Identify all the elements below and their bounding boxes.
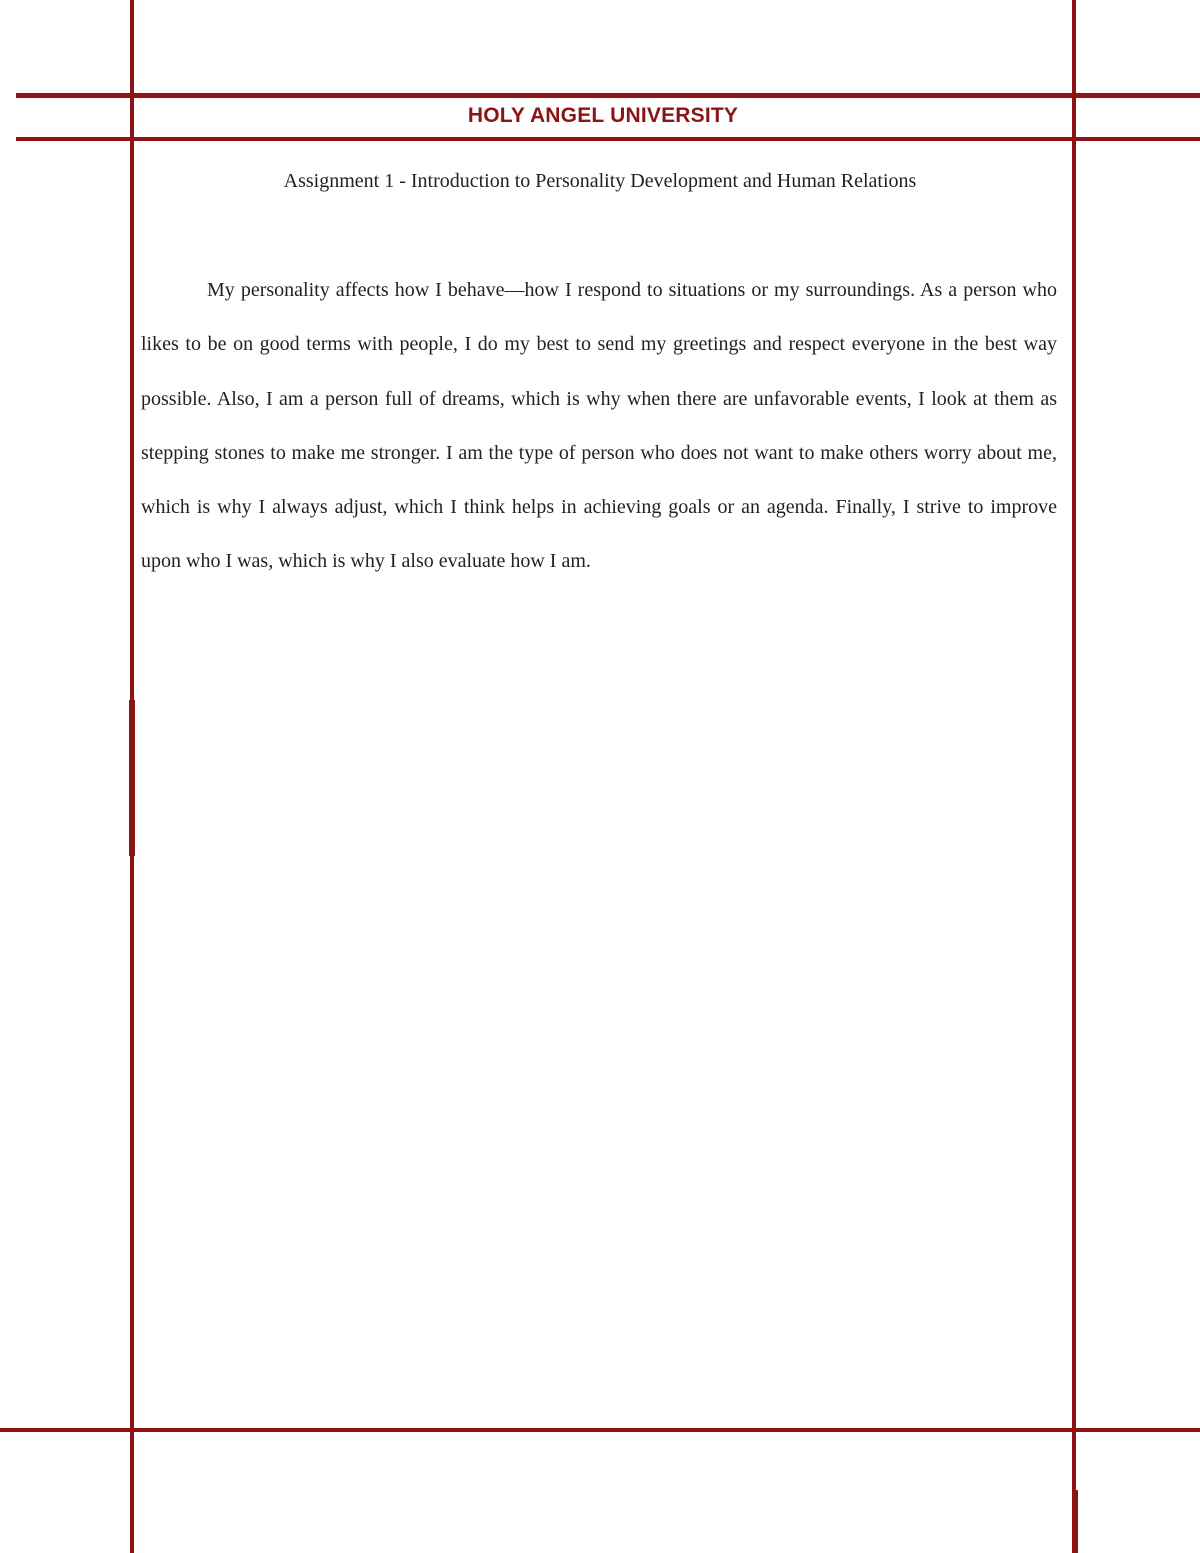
body-paragraph: My personality affects how I behave—how I respond to situations or my surroundings. As a person who likes to be on good terms with people, I do my best to send my greetings and respect everyone in the best way possible. Also, I am a person full of dreams, which is why when there are unfavorable events, I look at them as stepping stones to make me stronger. I am the type of person who does not want to make others worry about me, which is why I always adjust, which I think helps in achieving goals or an agenda. Finally, I strive to improve upon who I was, which is why I also evaluate how I am. [141, 279, 1057, 573]
header-bottom-border [16, 137, 1200, 141]
institution-header: HOLY ANGEL UNIVERSITY [467, 104, 739, 127]
right-margin-border [1072, 0, 1076, 1553]
assignment-title: Assignment 1 - Introduction to Personality Development and Human Relations [283, 170, 917, 192]
header-top-border [16, 93, 1200, 98]
footer-border [0, 1428, 1200, 1432]
right-border-accent [1072, 1490, 1078, 1553]
left-border-accent [129, 700, 135, 856]
